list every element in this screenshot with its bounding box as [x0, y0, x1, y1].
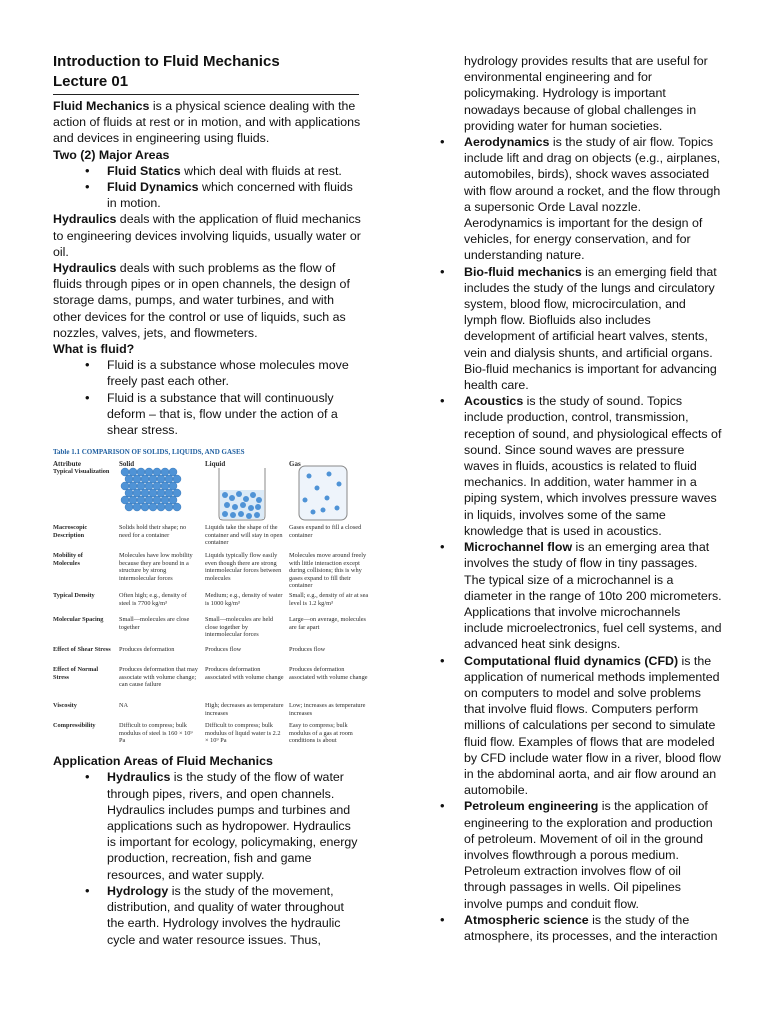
fluid-definition-list: [53, 357, 363, 438]
row-label-mobility: Mobility of Molecules: [53, 552, 83, 567]
row-label-shear: Effect of Shear Stress: [53, 646, 111, 654]
applications-list-left: [53, 769, 363, 947]
major-areas-heading: Two (2) Major Areas: [53, 147, 170, 162]
intro-text: is a physical science dealing with the action of fluids at rest or in motion, and with applications and devices in engineering using fluids.: [53, 99, 361, 146]
row-label-viscosity: Viscosity: [53, 702, 77, 710]
table-header-solid: Solid: [119, 460, 135, 469]
table-cell: Liquids typically flow easily even though there are strong intermolecular forces between molecules: [205, 552, 282, 582]
list-item: [444, 912, 722, 944]
table-header-attribute: Attribute: [53, 460, 81, 469]
right-column: [444, 0, 722, 944]
list-item-text: is the application of numerical methods implemented on computers to model and solve problems that involve fluid flows. Computers perform millions of calculations per second to simulate fluid flow. Examples of flows that are modeled by CFD include water flow in a river, blood flow in the abdominal aorta, and air flow around an automobile.: [464, 653, 721, 798]
table-cell: Produces flow: [289, 646, 326, 654]
table-cell: Difficult to compress; bulk modulus of steel is 160 × 10⁹ Pa: [119, 722, 193, 745]
list-item: • Fluid is a substance that will continuously deform – that is, flow under the action of a shear stress.: [53, 390, 363, 439]
table-cell: Gases expand to fill a closed container: [289, 524, 362, 539]
solid-molecules-illustration: [119, 464, 199, 524]
table-cell: Small; e.g., density of air at sea level is 1.2 kg/m³: [289, 592, 369, 607]
table-cell: NA: [119, 702, 129, 710]
table-cell: Produces deformation that may associate with volume change; can cause failure: [119, 666, 198, 689]
left-column: [53, 0, 369, 948]
list-item: [53, 179, 363, 211]
table-cell: Easy to compress; bulk modulus of a gas at room conditions is about: [289, 722, 353, 745]
list-item-text: is an emerging field that includes the study of the lungs and circulatory system, blood flow, microcirculation, and lymph flow. Biofluids also includes development of artificial heart valves, stents, vein and dialysis shunts, and artificial organs. Bio-fluid mechanics is important for advancing health care.: [464, 264, 717, 393]
applications-list-right: [444, 134, 722, 944]
list-item-term: Bio-fluid mechanics: [464, 264, 582, 279]
list-item-term: Computational fluid dynamics (CFD): [464, 653, 679, 668]
table-cell: Small—molecules are close together: [119, 616, 190, 631]
major-areas-list: [53, 163, 363, 212]
list-item: [444, 539, 722, 652]
list-item-text: is the application of engineering to the exploration and production of petroleum. Movement of oil in the ground involves flowthrough a porous medium. Petroleum extraction involves flow of oil through passages in wells. Oil pipelines involve pumps and conduit flow.: [464, 799, 713, 911]
intro-paragraph: [53, 98, 363, 147]
list-item-text: is the study of the movement, distribution, and quality of water throughout the earth. Hydrology involves the hydraulic cycle and water resource issues. Thus,: [107, 883, 344, 947]
list-item-term: Fluid Dynamics: [107, 180, 199, 195]
list-item-term: Fluid Statics: [107, 163, 181, 178]
list-item-term: Petroleum engineering: [464, 799, 599, 814]
lecture-number: Lecture 01: [53, 73, 129, 90]
paragraph-text: deals with the application of fluid mechanics to engineering devices involving liquids, usually water or oil.: [53, 212, 361, 259]
list-item-text: is the study of the flow of water through pipes, rivers, and open channels. Hydraulics includes pumps and turbines and applications such as hydropower. Hydraulics is important for ecology, policymaking, energy production, recreation, fish and game resources, and water supply.: [107, 770, 358, 882]
list-item: [444, 653, 722, 799]
list-item-text: is the study of air flow. Topics include lift and drag on objects (e.g., airplanes, automobiles, birds), shock waves associated with flow around a rocket, and the flow through a supersonic Orde Laval nozzle. Aerodynamics is important for the design of vehicles, for energy conservation, and for understanding nature.: [464, 135, 721, 263]
list-item-term: Atmospheric science: [464, 912, 589, 927]
intro-term: Fluid Mechanics: [53, 99, 150, 113]
list-item-term: Acoustics: [464, 394, 524, 409]
list-item: [444, 798, 722, 911]
list-item: • Fluid is a substance whose molecules move freely past each other.: [53, 357, 363, 389]
table-cell: Produces deformation associated with volume change: [289, 666, 368, 681]
list-item: [444, 264, 722, 394]
gas-container-illustration: [289, 462, 359, 524]
comparison-table-figure: [53, 444, 369, 749]
table-cell: Low; increases as temperature increases: [289, 702, 366, 717]
list-item: [444, 134, 722, 264]
hydrology-continuation: hydrology provides results that are useful for environmental engineering and for policymaking. Hydrology is important nowadays because of global challenges in providing water for human societies.: [464, 54, 708, 133]
list-item-text: which concerned with fluids in motion.: [107, 180, 353, 211]
list-item: [53, 769, 363, 882]
applications-heading: Application Areas of Fluid Mechanics: [53, 754, 273, 769]
document-title: Introduction to Fluid Mechanics: [53, 53, 280, 70]
list-item-text: which deal with fluids at rest.: [180, 163, 342, 178]
table-cell: Produces deformation: [119, 646, 175, 654]
row-label-macroscopic: Macroscopic Description: [53, 524, 88, 539]
list-item: [444, 393, 722, 539]
table-cell: Solids hold their shape; no need for a container: [119, 524, 187, 539]
liquid-beaker-illustration: [205, 462, 283, 524]
list-item-term: Aerodynamics: [464, 135, 550, 150]
table-header-liquid: Liquid: [205, 460, 226, 469]
paragraph-term: Hydraulics: [53, 212, 117, 227]
title-divider: [53, 94, 359, 95]
paragraph-term: Hydraulics: [53, 261, 117, 276]
hydraulics-paragraph-1: [53, 211, 363, 260]
hydraulics-paragraph-2: [53, 260, 363, 341]
table-cell: Molecules move around freely with little interaction except during collisions; this is why gases expand to fill their container: [289, 552, 367, 590]
table-cell: Liquids take the shape of the container and will stay in open container: [205, 524, 283, 547]
list-item-term: Hydraulics: [107, 770, 171, 785]
row-label-normal-stress: Effect of Normal Stress: [53, 666, 99, 681]
list-item-term: Hydrology: [107, 883, 169, 898]
list-item-term: Microchannel flow: [464, 540, 573, 555]
what-is-fluid-heading: What is fluid?: [53, 342, 135, 357]
row-label-density: Typical Density: [53, 592, 95, 600]
list-item-text: is the study of the atmosphere, its processes, and the interaction: [464, 912, 718, 943]
list-item: [53, 883, 363, 948]
list-item-text: is an emerging area that involves the study of flow in tiny passages. The typical size of a microchannel is a diameter in the range of 10to 200 micrometers. Applications that involve microchannels include microelectronics, fuel cell systems, and advanced heat sink designs.: [464, 540, 722, 652]
table-cell: Medium; e.g., density of water is 1000 kg/m³: [205, 592, 283, 607]
table-cell: High; decreases as temperature increases: [205, 702, 284, 717]
table-cell: Large—on average, molecules are far apart: [289, 616, 366, 631]
table-cell: Produces flow: [205, 646, 242, 654]
row-label-visualization: Typical Visualization: [53, 468, 110, 476]
table-cell: Difficult to compress; bulk modulus of liquid water is 2.2 × 10⁹ Pa: [205, 722, 281, 745]
list-item-text: is the study of sound. Topics include production, control, transmission, reception of sound, and physiological effects of sound. Since sound waves are pressure waves in fluids, acoustics is related to fluid mechanics. In addition, water hammer in a piping system, which involves pressure waves in liquids, involves some of the same knowledge that is used in acoustics.: [464, 394, 722, 538]
table-caption: Table 1.1 COMPARISON OF SOLIDS, LIQUIDS, AND GASES: [53, 448, 245, 457]
table-cell: Molecules have low mobility because they are bound in a structure by strong intermolecular forces: [119, 552, 193, 582]
table-cell: Produces deformation associated with volume change: [205, 666, 284, 681]
row-label-compressibility: Compressibility: [53, 722, 96, 730]
table-cell: Often high; e.g., density of steel is 7700 kg/m³: [119, 592, 187, 607]
paragraph-text: deals with such problems as the flow of fluids through pipes or in open channels, the design of storage dams, pumps, and water turbines, and with other devices for the control or use of liquids, such as nozzles, valves, jets, and flowmeters.: [53, 261, 350, 340]
row-label-spacing: Molecular Spacing: [53, 616, 104, 624]
table-cell: Small—molecules are held close together by intermolecular forces: [205, 616, 274, 639]
list-item: [53, 163, 363, 179]
table-header-gas: Gas: [289, 460, 301, 469]
